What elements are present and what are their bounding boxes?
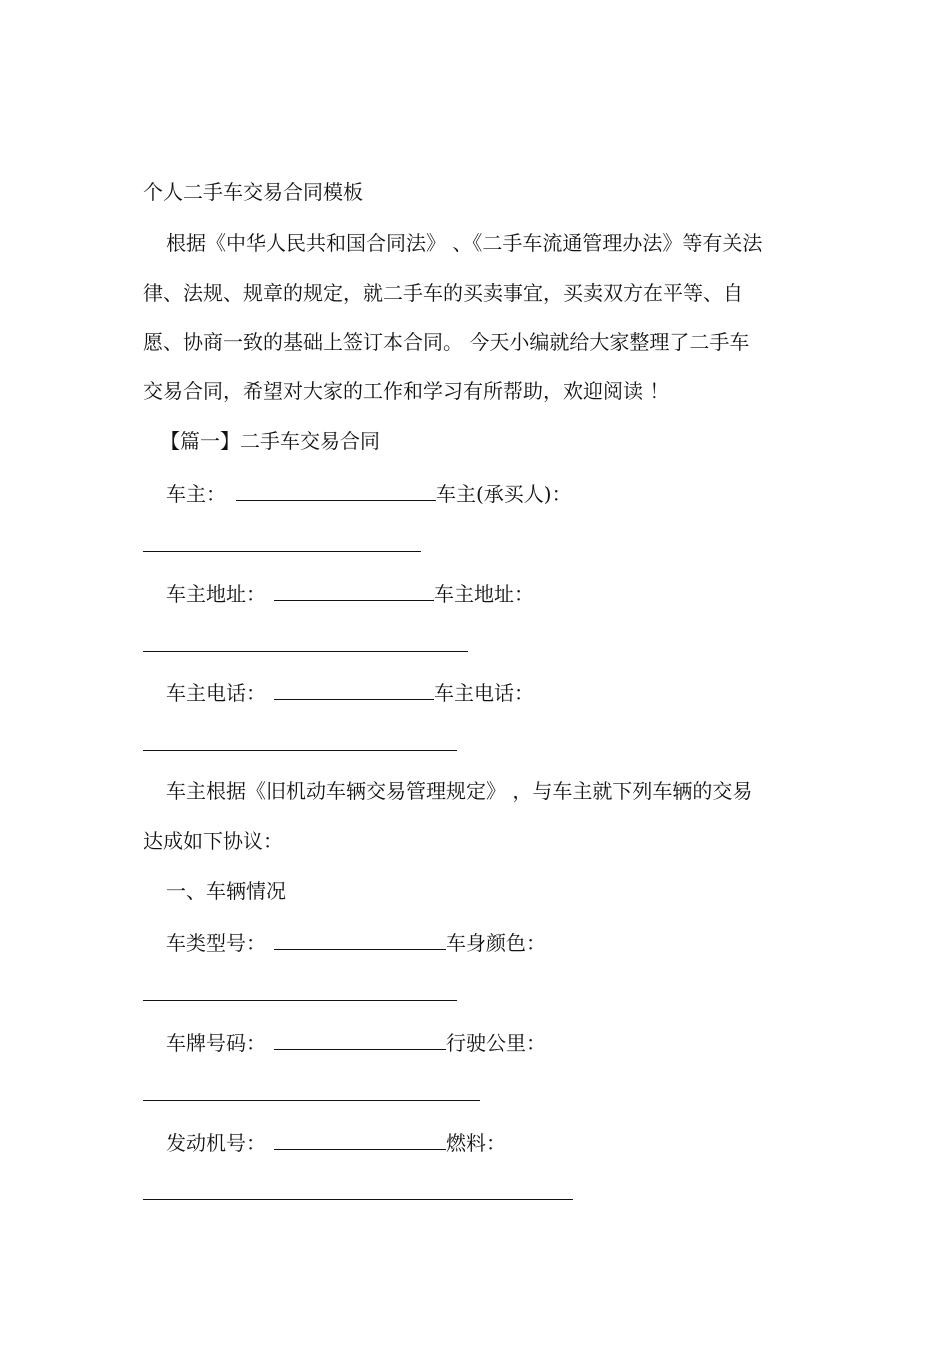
intro-line-2: 律、法规、规章的规定，就二手车的买卖事宜，买卖双方在平等、自 <box>143 281 743 305</box>
vehicle-row-engine <box>166 1127 506 1157</box>
field-label-owner-address: 车主地址： <box>166 582 266 606</box>
intro-line-3: 愿、协商一致的基础上签订本合同。 今天小编就给大家整理了二手车 <box>143 330 750 354</box>
field-label-mileage: 行驶公里： <box>446 1031 546 1055</box>
vehicle-heading: 一、车辆情况 <box>166 879 286 903</box>
owner-address-blank <box>274 578 434 601</box>
buyer-blank <box>143 551 421 552</box>
field-label-model: 车类型号： <box>166 931 266 955</box>
document-title: 个人二手车交易合同模板 <box>143 180 363 204</box>
buyer-phone-blank <box>143 750 457 751</box>
intro-line-4: 交易合同，希望对大家的工作和学习有所帮助，欢迎阅读 ！ <box>143 379 670 403</box>
model-blank <box>274 927 446 950</box>
field-label-owner-phone: 车主电话： <box>166 681 266 705</box>
field-label-engine: 发动机号： <box>166 1131 266 1155</box>
field-label-owner: 车主： <box>166 482 226 506</box>
plate-blank <box>274 1027 446 1050</box>
field-row-address <box>166 578 534 608</box>
section-heading: 【篇一】二手车交易合同 <box>160 429 380 453</box>
buyer-address-blank <box>143 651 468 652</box>
mileage-blank <box>143 1100 480 1101</box>
field-label-fuel: 燃料： <box>446 1131 506 1155</box>
agreement-line-1: 车主根据《旧机动车辆交易管理规定》 ，与车主就下列车辆的交易 <box>166 779 753 803</box>
agreement-line-2: 达成如下协议： <box>143 829 283 853</box>
intro-line-1: 根据《中华人民共和国合同法》 、《二手车流通管理办法》等有关法 <box>166 231 763 255</box>
owner-blank <box>236 478 436 501</box>
field-row-owner <box>166 478 572 508</box>
owner-phone-blank <box>274 677 434 700</box>
vehicle-row-plate <box>166 1027 546 1057</box>
color-blank <box>143 1000 457 1001</box>
field-row-phone <box>166 677 534 707</box>
engine-blank <box>274 1127 446 1150</box>
field-label-buyer: 车主(承买人)： <box>436 482 572 506</box>
fuel-blank <box>143 1199 573 1200</box>
field-label-buyer-address: 车主地址： <box>434 582 534 606</box>
field-label-plate: 车牌号码： <box>166 1031 266 1055</box>
field-label-color: 车身颜色： <box>446 931 546 955</box>
vehicle-row-model <box>166 927 546 957</box>
field-label-buyer-phone: 车主电话： <box>434 681 534 705</box>
